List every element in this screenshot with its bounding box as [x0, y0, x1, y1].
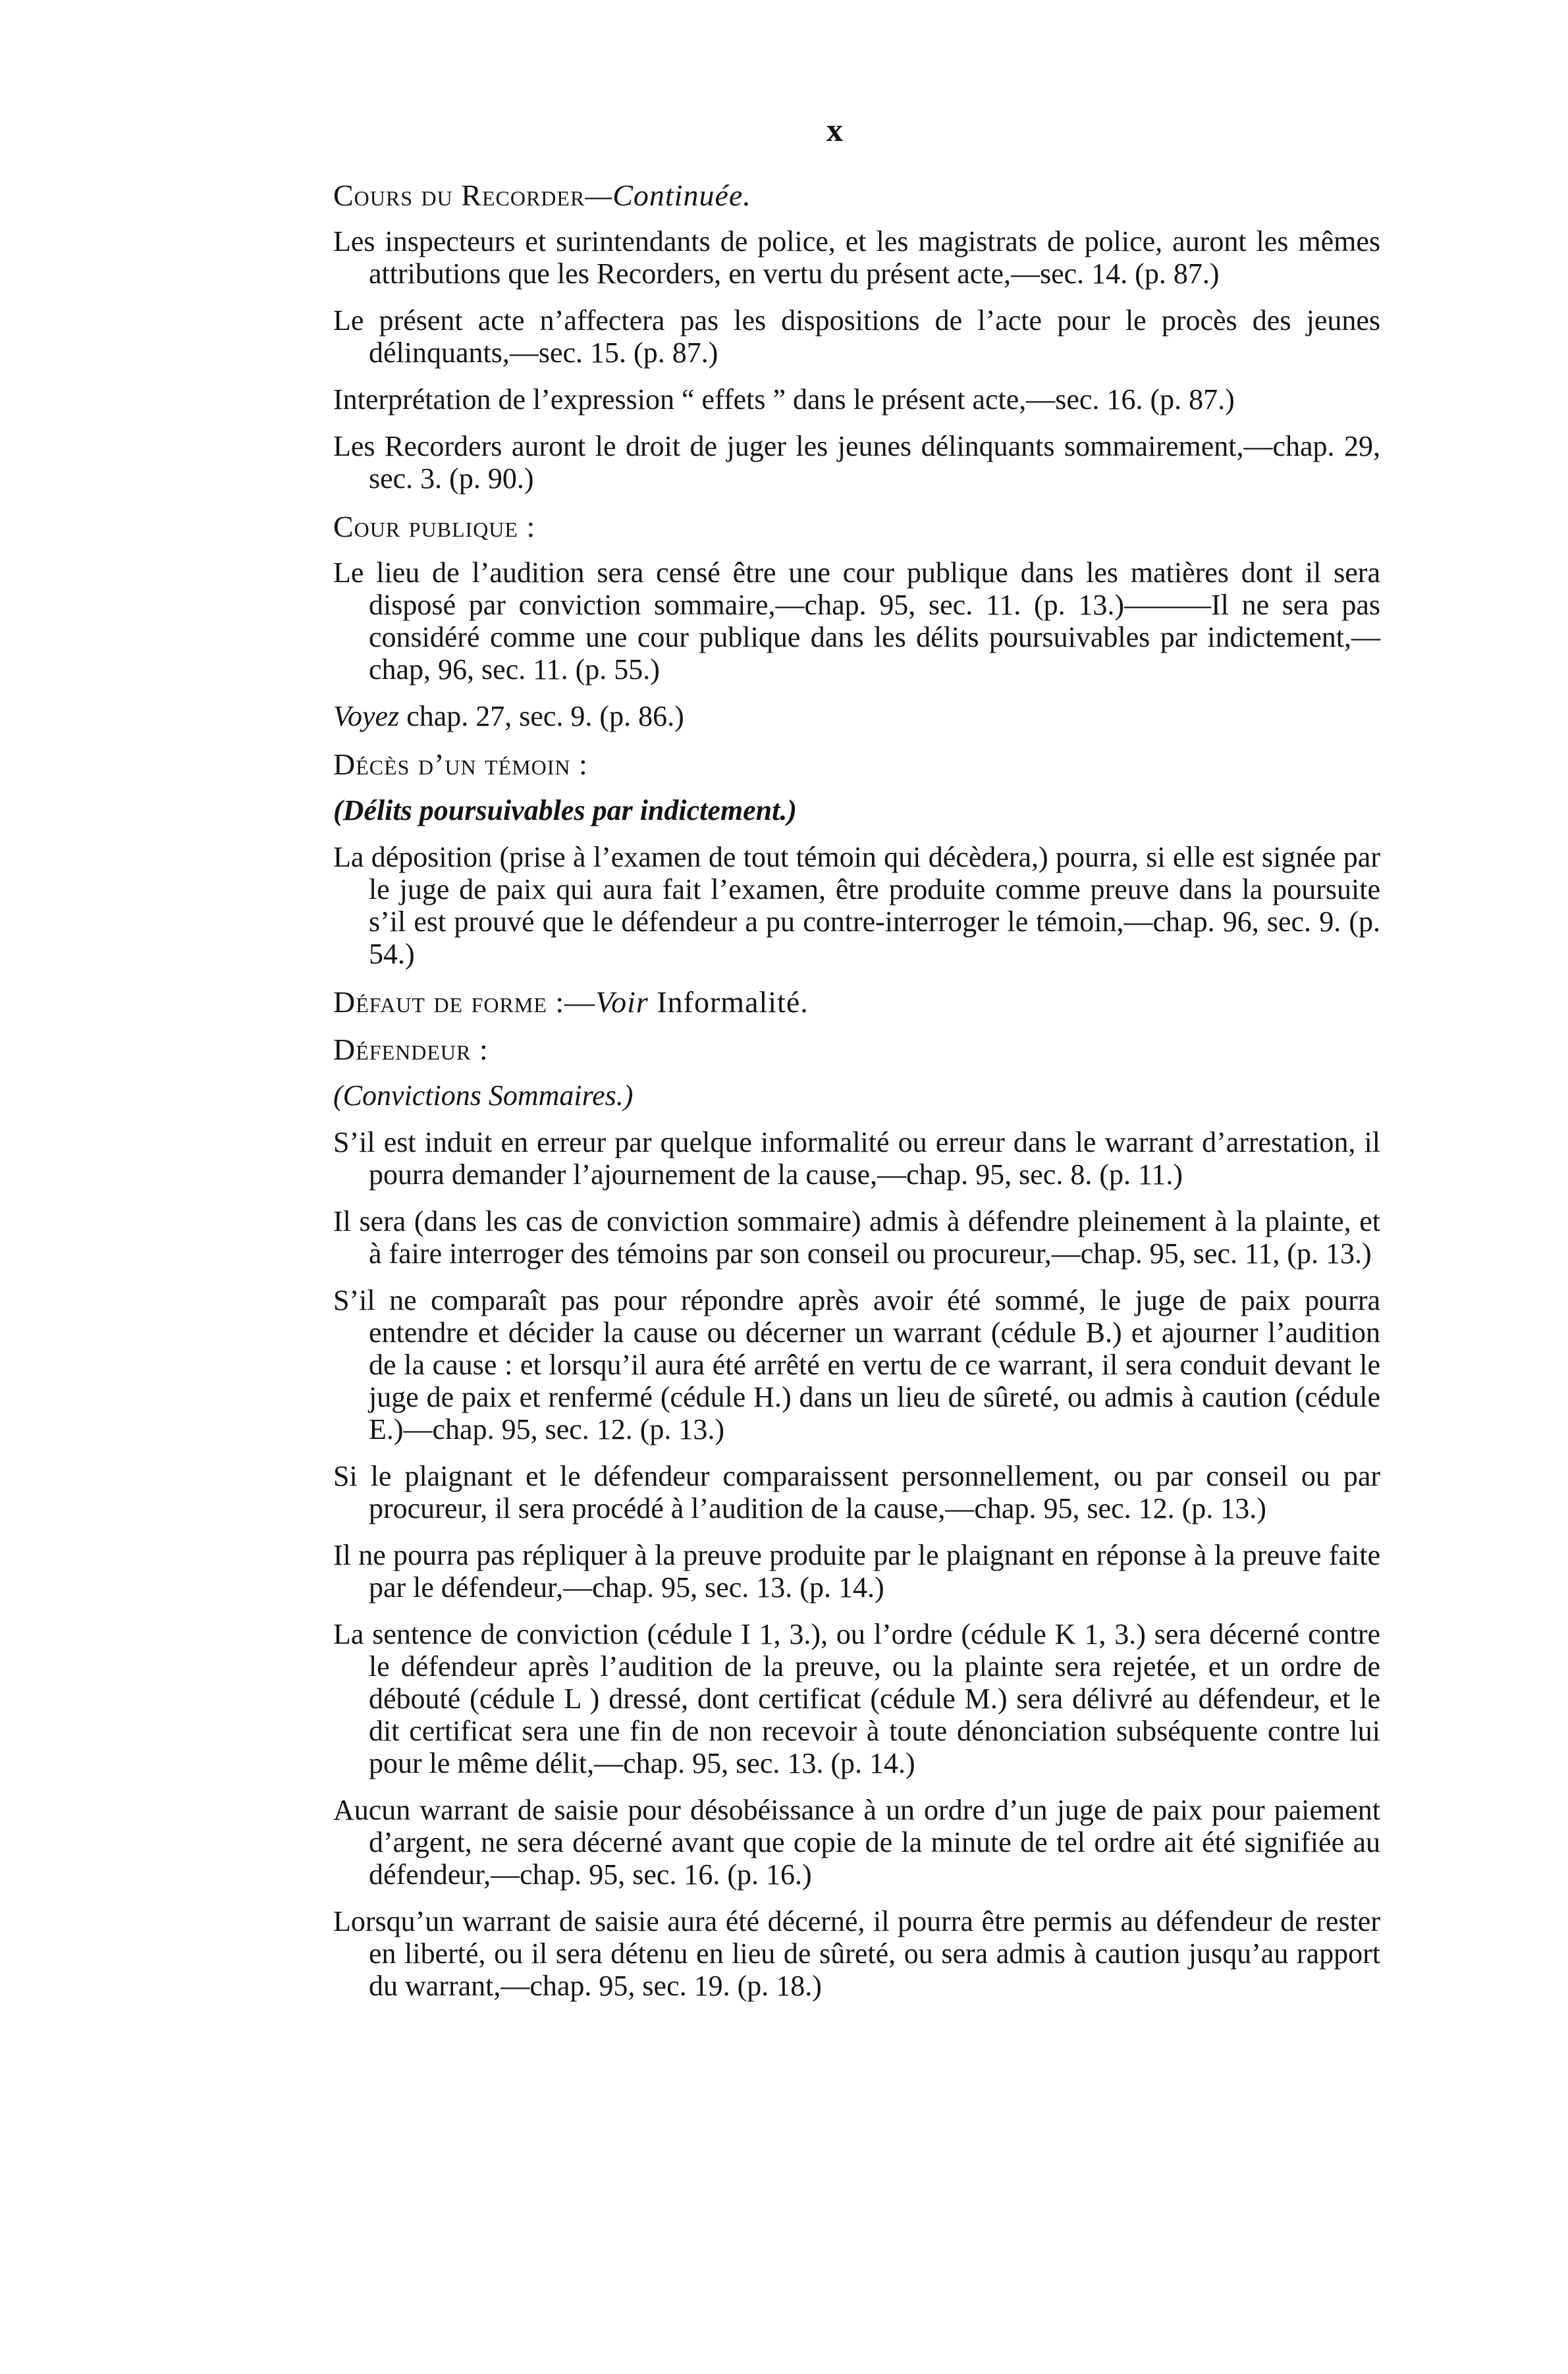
entry-defendeur-8: Lorsqu’un warrant de saisie aura été décerné, il pourra être permis au défendeur de rester en liberté, ou il sera détenu en lieu de sûreté, ou sera admis à caution jusqu’au rapport du warrant,—chap. 95, sec. 19. (p. 18.): [333, 1905, 1380, 2002]
subheading-delits: (Délits poursuivables par indictement.): [333, 794, 797, 826]
entry-defendeur-5: Il ne pourra pas répliquer à la preuve produite par le plaignant en réponse à la preuve faite par le défendeur,—chap. 95, sec. 13. (p. 14.): [333, 1539, 1380, 1604]
entry-defendeur-2: Il sera (dans les cas de conviction sommaire) admis à défendre pleinement à la plainte, et à faire interroger des témoins par son conseil ou procureur,—chap. 95, sec. 11, (p. 13.): [333, 1205, 1380, 1270]
section-heading-cour-publique: Cour publique :: [333, 510, 536, 543]
entry-defendeur-1: S’il est induit en erreur par quelque informalité ou erreur dans le warrant d’arrestation, il pourra demander l’ajournement de la cause,—chap. 95, sec. 8. (p. 11.): [333, 1126, 1380, 1191]
section-heading-defaut: Défaut de forme :—Voir Informalité.: [333, 985, 809, 1019]
entry-defendeur-3: S’il ne comparaît pas pour répondre après avoir été sommé, le juge de paix pourra entendre et décider la cause ou décerner un warrant (cédule B.) et ajourner l’audition de la cause : et lorsqu’il aura été arrêté en vertu de ce warrant, il sera conduit devant le juge de paix et renfermé (cédule H.) dans un lieu de sûreté, ou admis à caution (cédule E.)—chap. 95, sec. 12. (p. 13.): [333, 1284, 1380, 1445]
entry-defendeur-6: La sentence de conviction (cédule I 1, 3.), ou l’ordre (cédule K 1, 3.) sera décerné contre le défendeur après l’audition de la preuve, ou la plainte sera rejetée, et un ordre de débouté (cédule L ) dressé, dont certificat (cédule M.) sera délivré au défendeur, et le dit certificat sera une fin de non recevoir à toute dénonciation subséquente contre lui pour le même délit,—chap. 95, sec. 13. (p. 14.): [333, 1618, 1380, 1779]
entry-defendeur-7: Aucun warrant de saisie pour désobéissance à un ordre d’un juge de paix pour paiement d’argent, ne sera décerné avant que copie de la minute de tel ordre ait été signifiée au défendeur,—chap. 95, sec. 16. (p. 16.): [333, 1794, 1380, 1891]
entry-deces-1: La déposition (prise à l’examen de tout témoin qui décèdera,) pourra, si elle est signée par le juge de paix qui aura fait l’examen, être produite comme preuve dans la poursuite s’il est prouvé que le défendeur a pu contre-interroger le témoin,—chap. 96, sec. 9. (p. 54.): [333, 841, 1380, 970]
entry-cour-publique-1: Le lieu de l’audition sera censé être une cour publique dans les matières dont il sera disposé par conviction sommaire,—chap. 95, sec. 11. (p. 13.)———Il ne sera pas considéré comme une cour publique dans les délits poursuivables par indictement,—chap, 96, sec. 11. (p. 55.): [333, 556, 1380, 686]
entry-recorder-4: Les Recorders auront le droit de juger les jeunes délinquants sommairement,—chap. 29, sec. 3. (p. 90.): [333, 430, 1380, 495]
entry-recorder-3: Interprétation de l’expression “ effets ” dans le présent acte,—sec. 16. (p. 87.): [333, 383, 1235, 416]
section-heading-deces: Décès d’un témoin :: [333, 747, 588, 781]
cross-reference-voyez: Voyez chap. 27, sec. 9. (p. 86.): [333, 700, 684, 732]
section-heading-recorder: Cours du Recorder—Continuée.: [333, 178, 751, 212]
page-number: x: [826, 111, 843, 148]
entry-recorder-2: Le présent acte n’affectera pas les dispositions de l’acte pour le procès des jeunes délinquants,—sec. 15. (p. 87.): [333, 304, 1380, 369]
index-column: [333, 178, 1380, 2016]
entry-recorder-1: Les inspecteurs et surintendants de police, et les magistrats de police, auront les mêmes attributions que les Recorders, en vertu du présent acte,—sec. 14. (p. 87.): [333, 225, 1380, 290]
section-heading-defendeur: Défendeur :: [333, 1033, 489, 1066]
entry-defendeur-4: Si le plaignant et le défendeur comparaissent personnellement, ou par conseil ou par procureur, il sera procédé à l’audition de la cause,—chap. 95, sec. 12. (p. 13.): [333, 1460, 1380, 1524]
subheading-convictions: (Convictions Sommaires.): [333, 1079, 634, 1112]
